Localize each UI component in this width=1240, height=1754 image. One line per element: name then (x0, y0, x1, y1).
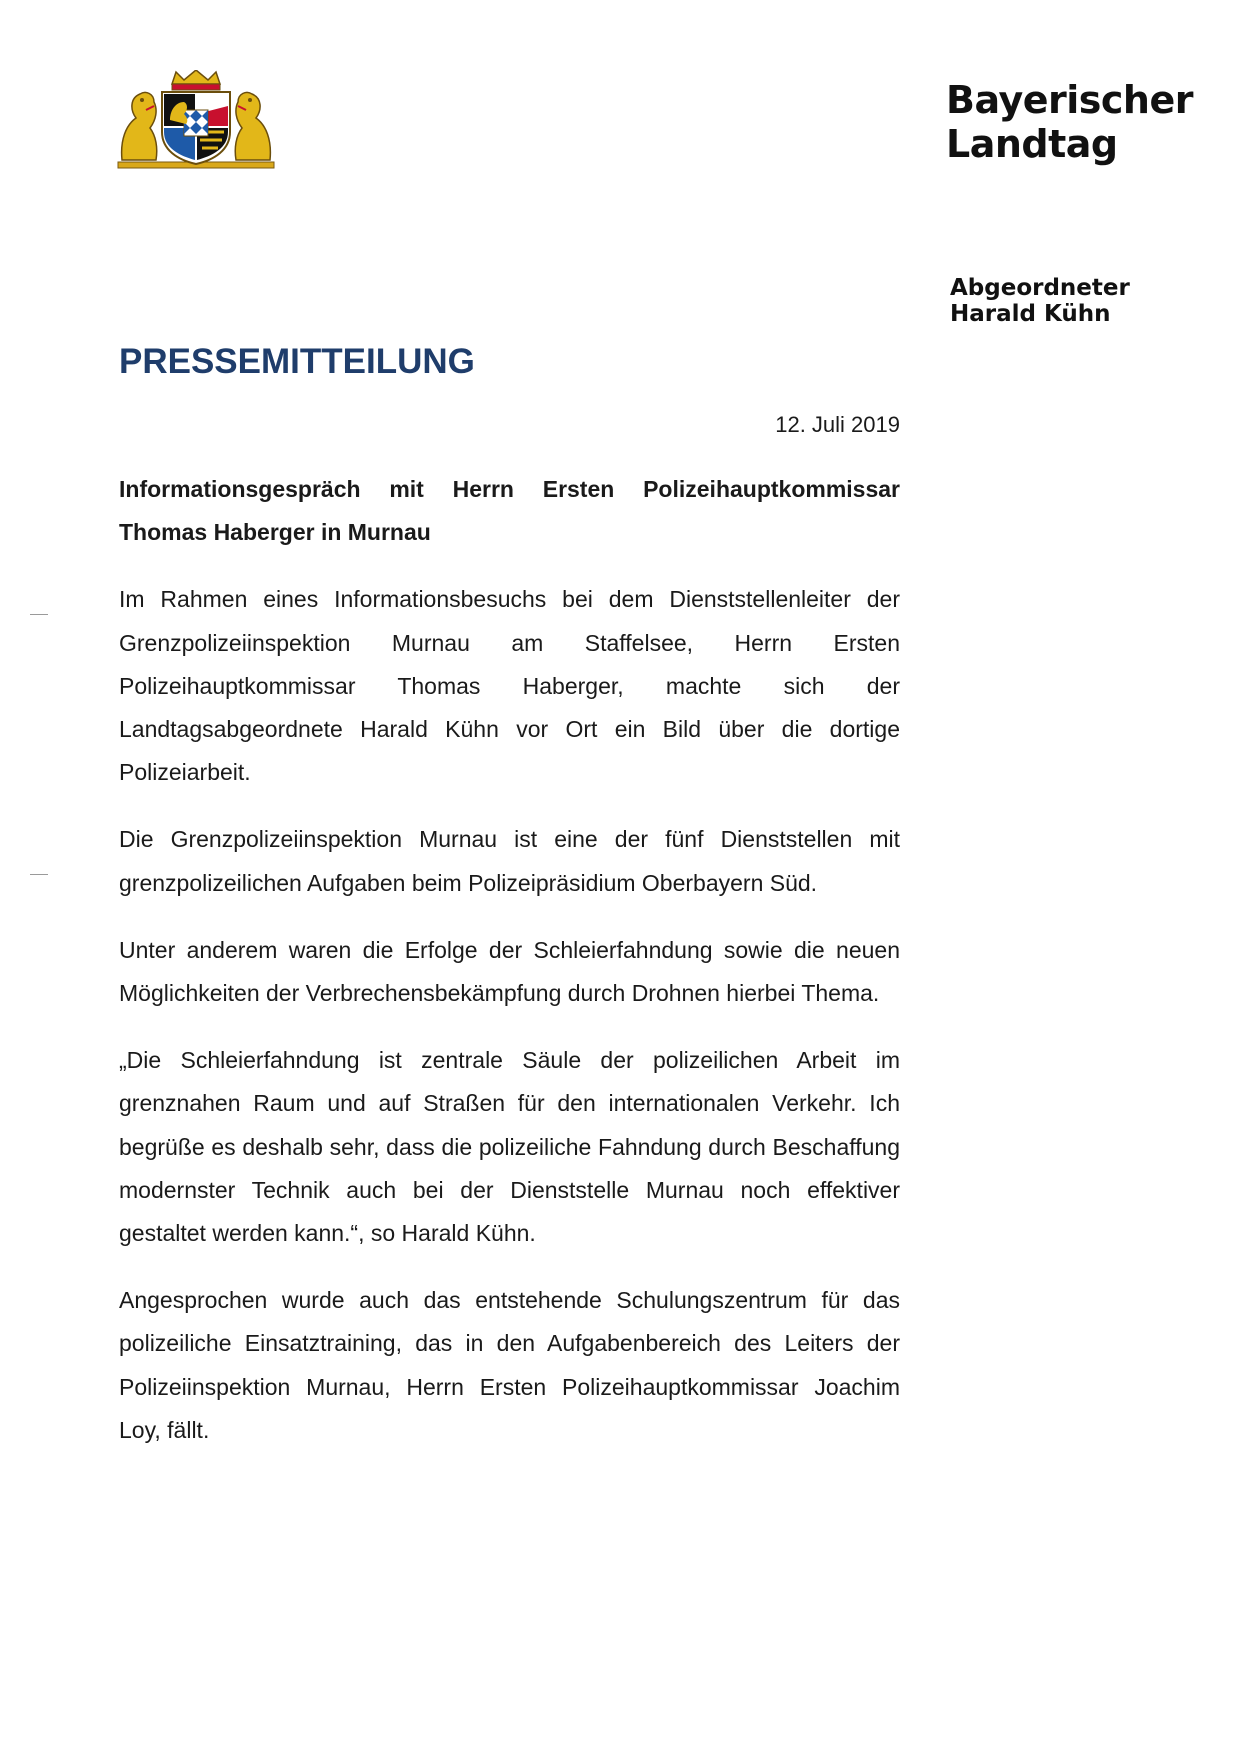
fold-mark (30, 614, 48, 615)
paragraph: Angesprochen wurde auch das entstehende Schulungszentrum für das polizeiliche Einsatztraining, das in den Aufgabenbereich des Leiters der Polizeiinspektion Murnau, Herrn Ersten Polizeihauptkommissar Joachim Loy, fällt. (119, 1287, 900, 1443)
paragraph: Die Grenzpolizeiinspektion Murnau ist eine der fünf Dienststellen mit grenzpolizeilichen Aufgaben beim Polizeipräsidium Oberbayern Süd. (119, 826, 900, 896)
brand-line-2: Landtag (946, 122, 1118, 166)
document-date: 12. Juli 2019 (775, 412, 900, 437)
member-info (950, 275, 1190, 327)
paragraph: Unter anderem waren die Erfolge der Schleierfahndung sowie die neuen Möglichkeiten der Verbrechensbekämpfung durch Drohnen hierbei Thema. (119, 936, 900, 1007)
member-title: Abgeordneter (950, 275, 1130, 301)
paragraph: „Die Schleierfahndung ist zentrale Säule der polizeilichen Arbeit im grenznahen Raum und auf Straßen für den internationalen Verkehr. Ich begrüße es deshalb sehr, dass die polizeiliche Fahndung durch Beschaffung modernster Technik auch bei der Dienststelle Murnau noch effektiver gestaltet werden kann.“, so Harald Kühn. (119, 1047, 900, 1247)
brand-logotype (946, 78, 1206, 166)
fold-mark (30, 874, 48, 875)
brand-line-1: Bayerischer (946, 78, 1193, 122)
paragraph: Im Rahmen eines Informationsbesuchs bei dem Dienststellenleiter der Grenzpolizeiinspektion Murnau am Staffelsee, Herrn Ersten Polizeihauptkommissar Thomas Haberger, machte sich der Landtagsabgeordnete Harald Kühn vor Ort ein Bild über die dortige Polizeiarbeit. (119, 586, 900, 786)
document-type-title: PRESSEMITTEILUNG (119, 342, 475, 381)
coat-of-arms-icon (116, 70, 276, 170)
bavarian-coat-of-arms-logo (116, 70, 276, 170)
member-name: Harald Kühn (950, 301, 1111, 327)
press-release-body (119, 468, 900, 1476)
press-release-headline: Informationsgespräch mit Herrn Ersten Polizeihauptkommissar Thomas Haberger in Murnau (119, 476, 900, 546)
